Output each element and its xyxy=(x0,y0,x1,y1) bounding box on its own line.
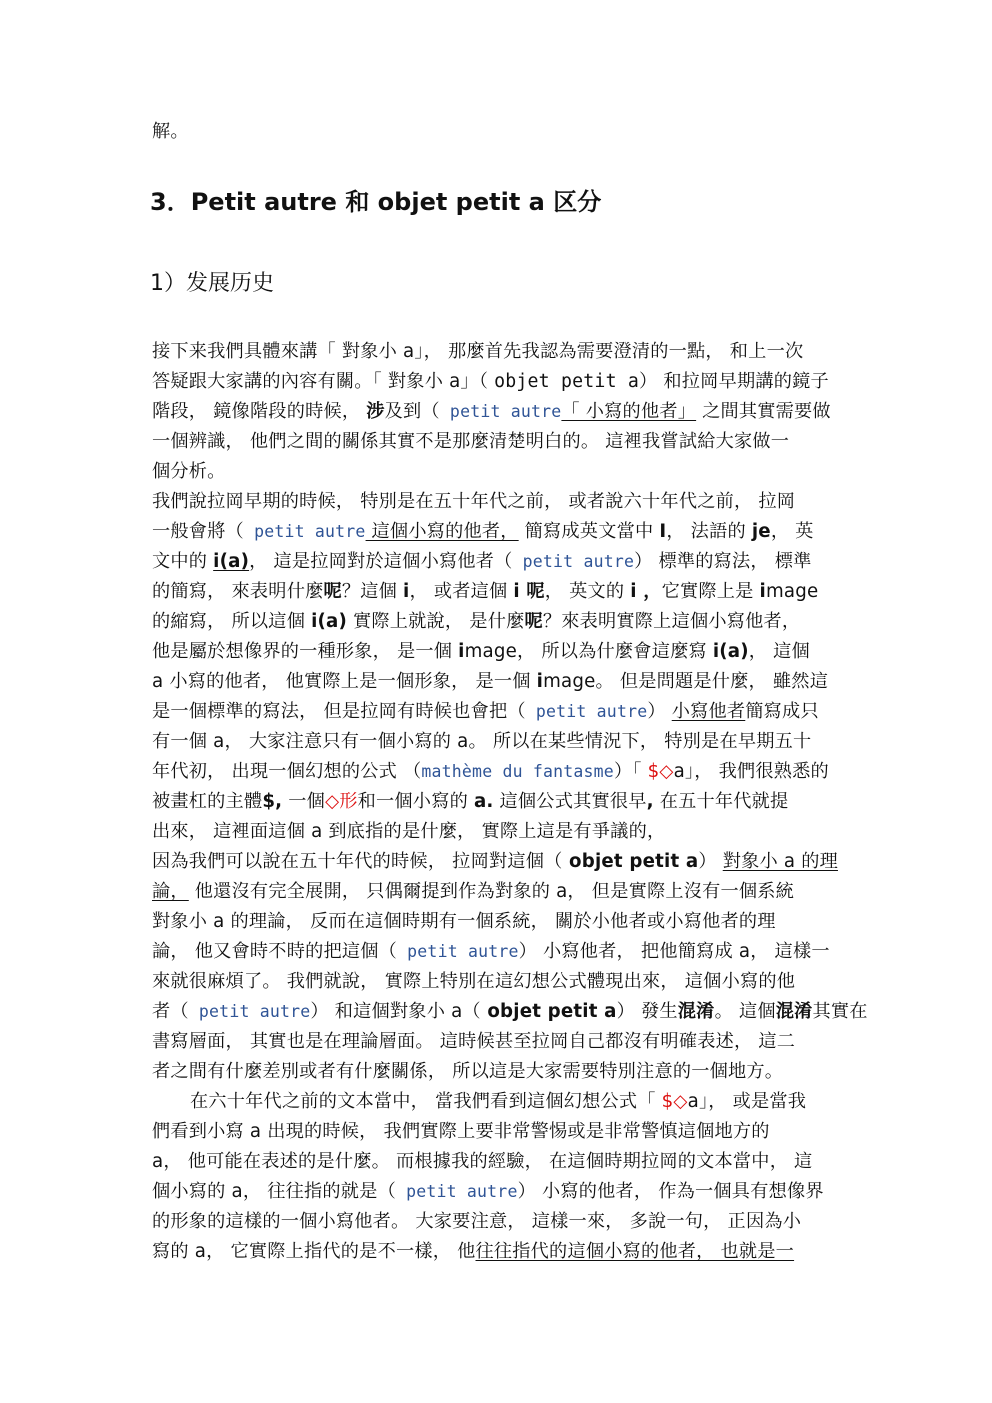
styled-text-run: 往往指代的這個小寫的他者， 也就是一 xyxy=(475,1241,795,1262)
styled-text-run: 這個小寫的他者， xyxy=(365,521,519,542)
text-line xyxy=(152,370,829,394)
text-run: 者（ xyxy=(152,1001,189,1022)
text-run: mage xyxy=(765,581,819,602)
styled-text-run: i 呢 xyxy=(513,581,545,602)
text-run: 簡寫成英文當中 xyxy=(518,521,660,542)
styled-text-run: , xyxy=(646,791,654,812)
text-run: 他還沒有完全展開， 只偶爾提到作為對象的 a， 但是實際上沒有一個系統 xyxy=(188,881,795,902)
styled-text-run: $, xyxy=(262,791,283,812)
styled-text-run: petit autre xyxy=(397,942,519,961)
text-run: ， 這個 xyxy=(748,641,810,662)
text-line xyxy=(152,520,814,544)
text-run: 。 這個 xyxy=(714,1001,776,1022)
text-line xyxy=(152,1210,801,1234)
text-line xyxy=(152,670,828,694)
text-line xyxy=(152,340,803,364)
text-line xyxy=(152,730,811,754)
text-run: ， 英文的 xyxy=(544,581,631,602)
text-run: ） 小寫他者， 把他簡寫成 a， 這樣一 xyxy=(518,941,830,962)
text-run: mage。 但是問題是什麼， 雖然這 xyxy=(543,671,829,692)
section-heading: 3．Petit autre 和 objet petit a 区分 xyxy=(150,188,602,216)
text-run: 之間其實需要做 xyxy=(696,401,831,422)
text-line xyxy=(152,640,810,664)
styled-text-run: je xyxy=(751,521,771,542)
styled-text-run: objet petit a xyxy=(480,1001,617,1022)
text-run: a」， 或是當我 xyxy=(687,1091,807,1112)
text-run: 及到（ xyxy=(384,401,440,422)
text-run: ） xyxy=(698,851,723,872)
styled-text-run: petit autre xyxy=(243,522,366,541)
text-line xyxy=(152,1120,770,1144)
styled-text-run: I xyxy=(659,521,667,542)
text-run: 答疑跟大家講的內容有關。「 對象小 a」（ xyxy=(152,371,495,392)
styled-text-run: $◇ xyxy=(661,1091,688,1112)
text-run: 出來， 這裡面這個 a 到底指的是什麼， 實際上這是有爭議的， xyxy=(152,821,666,842)
text-line xyxy=(152,550,812,574)
styled-text-run: 混淆 xyxy=(677,1001,715,1022)
styled-text-run: petit autre xyxy=(395,1182,518,1201)
text-line xyxy=(152,940,830,964)
styled-text-run: 涉 xyxy=(366,401,385,422)
text-run: 一般會將（ xyxy=(152,521,244,542)
text-run: 在五十年代就提 xyxy=(653,791,789,812)
text-run: 對象小 a 的理論， 反而在這個時期有一個系統， 關於小他者或小寫他者的理 xyxy=(152,911,776,932)
text-line xyxy=(152,970,795,994)
styled-text-run: $◇ xyxy=(647,761,674,782)
text-run: ） 和這個對象小 a（ xyxy=(310,1001,481,1022)
text-run: 一個辨識， 他們之間的關係其實不是那麼清楚明白的。 這裡我嘗試給大家做一 xyxy=(152,431,790,452)
text-run: 們看到小寫 a 出現的時候， 我們實際上要非常警惕或是非常警慎這個地方的 xyxy=(152,1121,770,1142)
styled-text-run: 「 小寫的他者」 xyxy=(561,401,697,422)
text-run: ）「 xyxy=(613,761,648,782)
text-run: mage， 所以為什麼會這麼寫 xyxy=(464,641,713,662)
text-run: 階段， 鏡像階段的時候， xyxy=(152,401,367,422)
text-line xyxy=(190,1090,806,1114)
text-run: 和一個小寫的 xyxy=(357,791,474,812)
text-line xyxy=(152,820,665,844)
text-line xyxy=(152,850,838,874)
styled-text-run: ◇形 xyxy=(325,791,358,812)
text-run: 的簡寫， 來表明什麼 xyxy=(152,581,324,602)
text-line xyxy=(152,1180,824,1204)
text-run: 在六十年代之前的文本當中， 當我們看到這個幻想公式「 xyxy=(190,1091,662,1112)
text-run: 這個公式其實很早 xyxy=(493,791,647,812)
text-run: 寫的 a， 它實際上指代的是不一樣， 他 xyxy=(152,1241,476,1262)
text-run: ） 小寫的他者， 作為一個具有想像界 xyxy=(517,1181,824,1202)
text-line xyxy=(152,700,819,724)
text-run: ） 和拉岡早期講的鏡子 xyxy=(639,371,829,392)
text-run: 書寫層面， 其實也是在理論層面。 這時候甚至拉岡自己都沒有明確表述， 這二 xyxy=(152,1031,796,1052)
text-run: 接下来我們具體來講「 對象小 a」， 那麼首先我認為需要澄清的一點， 和上一次 xyxy=(152,341,804,362)
text-run: 的縮寫， 所以這個 xyxy=(152,611,312,632)
styled-text-run: mathème du fantasme xyxy=(421,762,614,781)
styled-text-run: petit autre xyxy=(188,1002,311,1021)
text-run: 其實在 xyxy=(812,1001,868,1022)
text-run: 個小寫的 a， 往往指的就是（ xyxy=(152,1181,396,1202)
styled-text-run: i xyxy=(759,581,766,602)
text-line xyxy=(152,790,788,814)
text-line xyxy=(152,460,226,484)
text-line xyxy=(152,1060,783,1084)
top-fragment: 解。 xyxy=(152,121,189,142)
text-run: 論， 他又會時不時的把這個（ xyxy=(152,941,398,962)
text-run: 他是屬於想像界的一種形象， 是一個 xyxy=(152,641,459,662)
text-run: 個分析。 xyxy=(152,461,226,482)
text-line xyxy=(152,1150,812,1174)
text-run: ， 英 xyxy=(770,521,814,542)
styled-text-run: petit autre xyxy=(439,402,562,421)
styled-text-run: objet petit a xyxy=(494,371,640,392)
text-run: 來就很麻煩了。 我們就說， 實際上特別在這幻想公式體現出來， 這個小寫的他 xyxy=(152,971,796,992)
styled-text-run: 混淆 xyxy=(775,1001,813,1022)
text-line xyxy=(152,430,789,454)
text-run: 是一個標準的寫法， 但是拉岡有時候也會把（ xyxy=(152,701,526,722)
text-line xyxy=(152,880,794,904)
text-run: ） 標準的寫法， 標準 xyxy=(634,551,812,572)
text-run: 我們說拉岡早期的時候， 特別是在五十年代之前， 或者說六十年代之前， 拉岡 xyxy=(152,491,796,512)
styled-text-run: i xyxy=(403,581,410,602)
text-run: ， 法語的 xyxy=(666,521,752,542)
text-line xyxy=(152,490,795,514)
text-run: 被畫杠的主體 xyxy=(152,791,263,812)
text-run: ， 這是拉岡對於這個小寫他者（ xyxy=(249,551,513,572)
text-line xyxy=(152,1240,794,1264)
text-run: 一個 xyxy=(282,791,326,812)
text-line xyxy=(152,760,829,784)
text-run: ？來表明實際上這個小寫他者， xyxy=(542,611,801,632)
text-run: a 小寫的他者， 他實際上是一個形象， 是一個 xyxy=(152,671,537,692)
text-run: 年代初， 出現一個幻想的公式 （ xyxy=(152,761,422,782)
styled-text-run: a. xyxy=(473,791,494,812)
styled-text-run: i(a) xyxy=(311,611,348,632)
text-run: 簡寫成只 xyxy=(745,701,819,722)
text-line xyxy=(152,610,800,634)
subsection-heading: 1）发展历史 xyxy=(150,271,274,296)
text-line xyxy=(152,910,776,934)
styled-text-run: 對象小 a 的理 xyxy=(722,851,838,872)
styled-text-run: 小寫他者 xyxy=(671,701,746,722)
styled-text-run: 論， xyxy=(152,881,189,902)
styled-text-run: i xyxy=(458,641,465,662)
text-line xyxy=(152,400,831,424)
styled-text-run: i xyxy=(536,671,544,692)
styled-text-run: i ， xyxy=(630,581,662,602)
text-run: 文中的 xyxy=(152,551,214,572)
text-run: 有一個 a， 大家注意只有一個小寫的 a。 所以在某些情況下， 特別是在早期五十 xyxy=(152,731,812,752)
styled-text-run: i(a) xyxy=(213,551,250,572)
text-run: 因為我們可以說在五十年代的時候， 拉岡對這個（ xyxy=(152,851,563,872)
text-run: ？這個 xyxy=(341,581,404,602)
styled-text-run: i(a) xyxy=(712,641,749,662)
styled-text-run: 呢 xyxy=(323,581,342,602)
text-run: 實際上就說， 是什麼 xyxy=(347,611,525,632)
text-run: ， 或者這個 xyxy=(409,581,514,602)
text-run: a」， 我們很熟悉的 xyxy=(673,761,829,782)
text-line xyxy=(152,580,818,604)
text-line xyxy=(152,1000,868,1024)
text-run: ） xyxy=(647,701,672,722)
styled-text-run: objet petit a xyxy=(562,851,699,872)
text-run: 者之間有什麼差別或者有什麼關係， 所以這是大家需要特別注意的一個地方。 xyxy=(152,1061,784,1082)
text-run: ） 發生 xyxy=(616,1001,678,1022)
styled-text-run: petit autre xyxy=(525,702,648,721)
text-run: 的形象的這樣的一個小寫他者。 大家要注意， 這樣一來， 多說一句， 正因為小 xyxy=(152,1211,802,1232)
styled-text-run: petit autre xyxy=(512,552,635,571)
text-line xyxy=(152,1030,795,1054)
styled-text-run: 呢 xyxy=(524,611,543,632)
text-run: a， 他可能在表述的是什麼。 而根據我的經驗， 在這個時期拉岡的文本當中， 這 xyxy=(152,1151,813,1172)
text-run: 它實際上是 xyxy=(661,581,760,602)
